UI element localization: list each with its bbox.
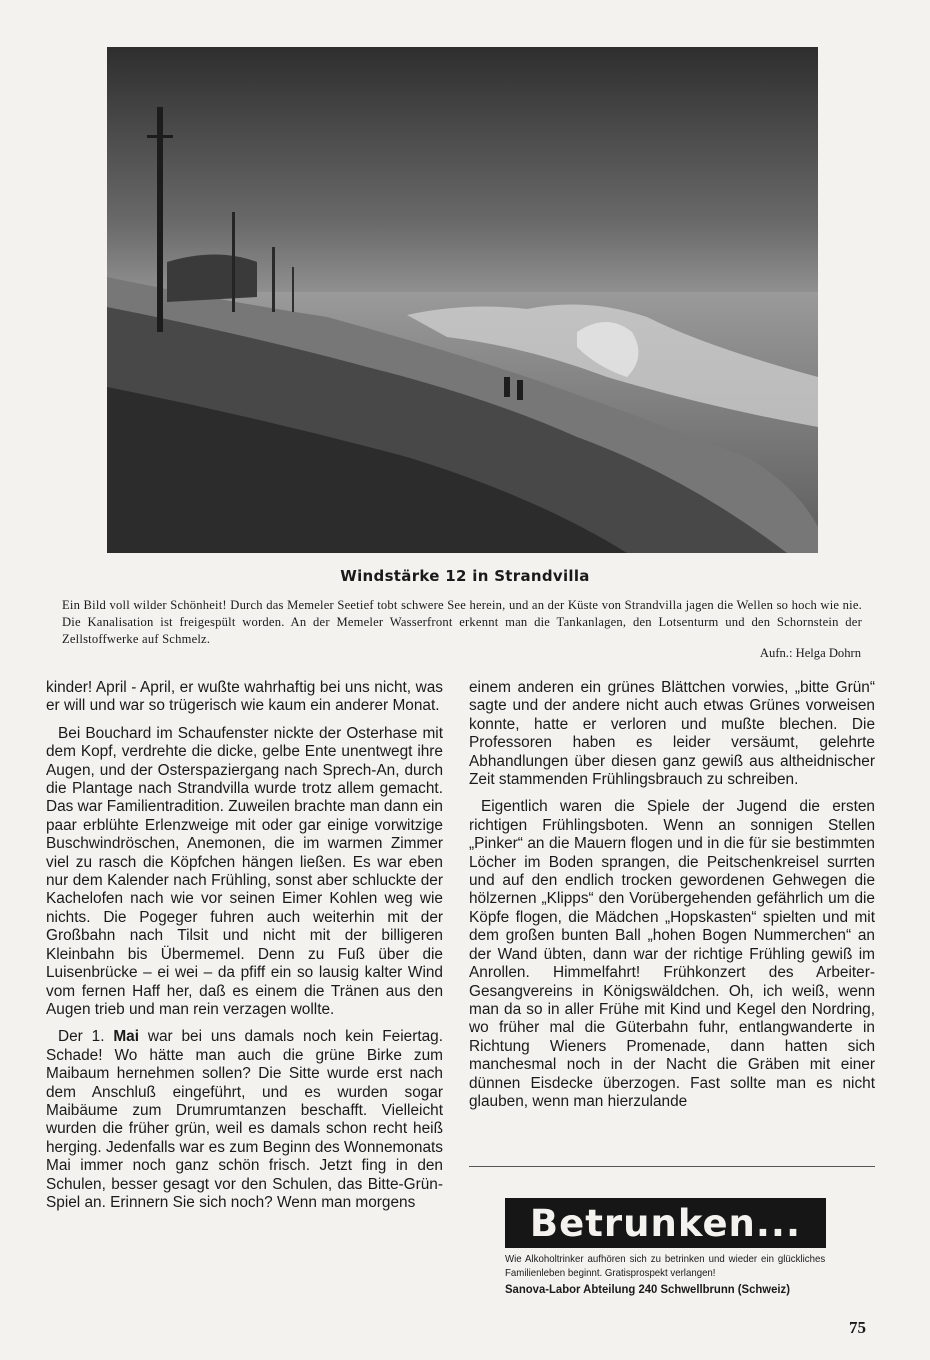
text-span: war bei uns damals noch kein Feiertag. Schade! Wo hätte man auch die grüne Birke zum Maibaum hernehmen sollen? Die Sitte wurde erst nach dem Anschluß eingeführt, und es wurden sogar Maibäume zum Drumrumtanzen beschafft. Vielleicht wurden die früher grün, weil es damals schon recht heiß herging. Jedenfalls war es zum Beginn des Wonnemonats Mai immer noch ganz schön frisch. Jetzt fing in den Schulen, besser gesagt vor den Schulen, das Bitte-Grün-Spiel an. Erinnern Sie sich noch? Wenn man morgens (46, 1028, 443, 1211)
photo-caption-text: Ein Bild voll wilder Schönheit! Durch das Memeler Seetief tobt schwere See herein, und an der Küste von Strandvilla jagen die Wellen so hoch wie nie. Die Kanalisation ist freigespült worden. An der Memeler Wasserfront erkennt man die Tankanlagen, den Lotsenturm und den Schornstein der Zellstoffwerke auf Schmelz. (62, 598, 862, 646)
paragraph: kinder! April - April, er wußte wahrhaftig bei uns nicht, was er will und war so trügerisch wie kaum ein anderer Monat. (46, 679, 443, 715)
paragraph: Eigentlich waren die Spiele der Jugend die ersten richtigen Frühlingsboten. Wenn an sonnigen Stellen „Pinker“ an die Mauern flogen und in die für sie bestimmten Löcher im Boden sprangen, die Peitschenkreisel surrten und auf den endlich trocken gewordenen Gehwegen die hölzernen „Klipps“ den Vorübergehenden gefährlich um die Köpfe flogen, die Mädchen „Hopskasten“ spielten und mit dem großen bunten Ball „hohen Bogen Nummerchen“ an der Wand übten, dann war der richtige Frühling gewiß im Anrollen. Himmelfahrt! Frühkonzert des Arbeiter-Gesangvereins in Königswäldchen. Oh, ich weiß, wenn man da so in aller Frühe mit Kind und Kegel den Nordring, wo früher mal die Güterbahn fuhr, entlangwanderte in Richtung Wieners Promenade, dann hatten sich manchesmal noch in der Nacht die Gräben mit einer dünnen Eisdecke überzogen. Fast sollte man es nicht glauben, wenn man hierzulande (469, 798, 875, 1110)
storm-coast-photo (107, 47, 818, 553)
page-number: 75 (849, 1318, 866, 1337)
text-span: Der 1. (58, 1028, 114, 1046)
ad-text: Wie Alkoholtrinker aufhören sich zu betrinken und wieder ein glückliches Familienleben beginnt. Gratisprospekt verlangen! (505, 1253, 826, 1279)
photo-caption-title: Windstärke 12 in Strandvilla (340, 567, 590, 585)
ad-headline: Betrunken... (505, 1198, 826, 1248)
article-column-left (46, 679, 443, 1221)
article-column-right (469, 679, 875, 1120)
paragraph (46, 1028, 443, 1212)
photo-credit: Aufn.: Helga Dohrn (759, 646, 861, 660)
bold-word: Mai (113, 1028, 139, 1046)
advertisement (505, 1198, 826, 1296)
ad-footer: Sanova-Labor Abteilung 240 Schwellbrunn (Schweiz) (505, 1282, 790, 1296)
column-divider (469, 1166, 875, 1167)
paragraph: Bei Bouchard im Schaufenster nickte der Osterhase mit dem Kopf, verdrehte die dicke, gelbe Ente unentwegt ihre Augen, und der Osterspaziergang nach Sprech-An, durch die Plantage nach Strandvilla wurde trotz allem gemacht. Das war Familientradition. Zuweilen brachte man dann ein paar erblühte Erlenzweige mit oder gar einige vorwitzige Buschwindröschen, Anemonen, die im warmen Zimmer viel zu rasch die Köpfchen hängen ließen. Es war eben nur dem Kalender nach Frühling, sonst aber schluckte der Kachelofen nach wie vor seinen Eimer Kohlen weg wie nichts. Die Pogeger fuhren auch weiterhin mit der Großbahn nach Tilsit und nicht mit der billigeren Kleinbahn bis Übermemel. Denn zu Fuß über die Luisenbrücke – ei wei – da pfiff ein so lausig kalter Wind vom fernen Haff her, daß es einem die Tränen aus den Augen trieb und man rein verzagen wollte. (46, 724, 443, 1018)
paragraph: einem anderen ein grünes Blättchen vorwies, „bitte Grün“ sagte und der andere nicht auch etwas Grünes vorweisen konnte, hatte er verloren und mußte blechen. Die Professoren haben es leider versäumt, gelehrte Abhandlungen über diesen ganz gewiß aus altheidnischer Zeit stammenden Frühlingsbrauch zu schreiben. (469, 679, 875, 789)
